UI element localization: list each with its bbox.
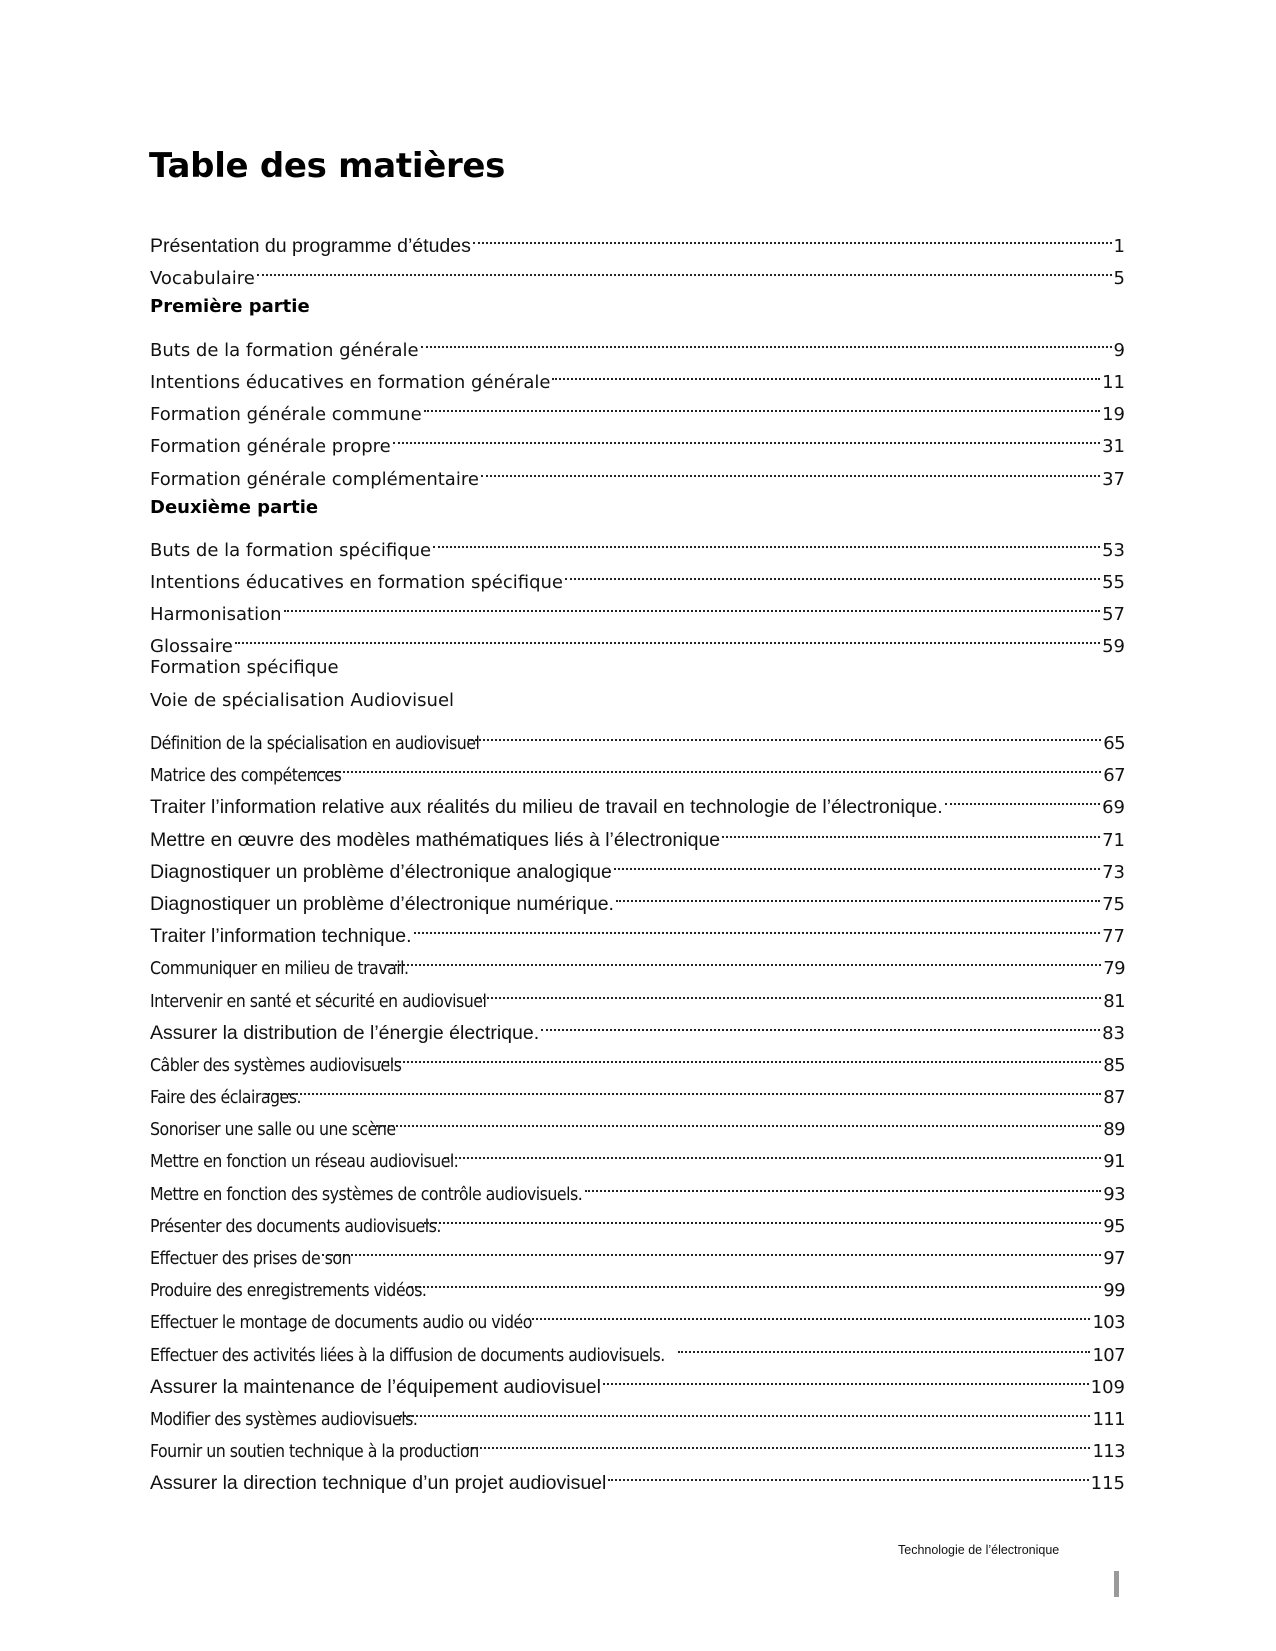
toc-entry-label: Faire des éclairages. — [150, 1087, 301, 1109]
toc-page-number: 83 — [1102, 1022, 1125, 1044]
dot-leader — [373, 1103, 1102, 1135]
toc-page-number: 85 — [1103, 1054, 1125, 1076]
dot-leader — [444, 1135, 1101, 1167]
toc-entry[interactable] — [150, 717, 1125, 754]
toc-entry-label: Buts de la formation générale — [150, 339, 419, 361]
toc-page-number: 109 — [1090, 1376, 1125, 1398]
toc-page-number: 111 — [1092, 1408, 1125, 1430]
toc-entry-label: Produire des enregistrements vidéos. — [150, 1280, 427, 1302]
toc-entry-vocabulaire[interactable] — [150, 252, 1125, 290]
toc-entry-label: Effectuer des activités liées à la diffusion de documents audiovisuels. — [150, 1344, 665, 1366]
toc-entry-label: Traiter l’information relative aux réalités du milieu de travail en technologie de l’électronique. — [150, 796, 943, 819]
toc-entry-label: Effectuer des prises de son — [150, 1248, 352, 1269]
toc-page-number: 71 — [1102, 829, 1125, 851]
toc-page-number: 89 — [1103, 1119, 1125, 1141]
toc-entry-label: Diagnostiquer un problème d’électronique numérique. — [150, 892, 614, 915]
toc-entry-label: Intentions éducatives en formation spécifique — [150, 572, 563, 594]
toc-entry-label: Intervenir en santé et sécurité en audiovisuel — [150, 990, 487, 1012]
toc-entry-label: Diagnostiquer un problème d’électronique analogique — [150, 860, 612, 883]
toc-page-number: 115 — [1090, 1473, 1125, 1495]
dot-leader — [481, 452, 1100, 484]
toc-page-number: 95 — [1103, 1215, 1125, 1237]
dot-leader — [585, 1167, 1102, 1199]
dot-leader — [414, 910, 1101, 942]
toc-page-number: 77 — [1102, 926, 1125, 948]
footer-page-marker — [1114, 1571, 1119, 1597]
toc-page-number: 73 — [1102, 861, 1125, 883]
dot-leader — [433, 524, 1100, 556]
footer-document-title: Technologie de l’électronique — [898, 1543, 1060, 1557]
toc-entry[interactable] — [150, 620, 1125, 658]
toc-entry-presentation[interactable] — [150, 220, 1125, 258]
toc-page-number: 37 — [1102, 468, 1125, 490]
toc-entry-label: Matrice des compétences — [150, 765, 342, 787]
toc-entry[interactable] — [150, 524, 1125, 561]
dot-leader — [945, 781, 1100, 813]
dot-leader — [552, 356, 1100, 388]
dot-leader — [408, 1264, 1102, 1296]
toc-entry-label: Fournir un soutien technique à la production — [150, 1441, 479, 1463]
dot-leader — [678, 1328, 1090, 1360]
toc-page-number: 99 — [1103, 1280, 1125, 1302]
dot-leader — [265, 1071, 1101, 1103]
toc-page-number: 11 — [1102, 371, 1125, 393]
dot-leader — [722, 813, 1100, 845]
toc-page-number: 67 — [1103, 765, 1125, 787]
dot-leader — [421, 324, 1112, 356]
subheading-voie-audiovisuel: Voie de spécialisation Audiovisuel — [150, 689, 455, 711]
toc-entry-label: Présenter des documents audiovisuels. — [150, 1215, 441, 1237]
dot-leader — [284, 588, 1101, 620]
dot-leader — [541, 1007, 1100, 1039]
dot-leader — [235, 620, 1100, 652]
toc-page-number: 9 — [1113, 339, 1125, 361]
toc-page-number: 53 — [1102, 539, 1125, 561]
toc-page-number: 107 — [1092, 1344, 1125, 1366]
table-of-contents — [150, 220, 1125, 1495]
section-heading-part-1: Première partie — [150, 296, 310, 318]
dot-leader — [468, 717, 1102, 749]
toc-entry[interactable] — [150, 588, 1125, 626]
toc-page-number: 5 — [1113, 268, 1125, 290]
section-heading-part-2: Deuxième partie — [150, 496, 319, 518]
toc-entry-label: Buts de la formation spécifique — [150, 539, 432, 561]
dot-leader — [608, 1457, 1088, 1489]
toc-entry-label: Mettre en fonction des systèmes de contrôle audiovisuels. — [150, 1183, 583, 1205]
toc-page-number: 55 — [1102, 572, 1125, 594]
subheading-formation-specifique: Formation spécifique — [150, 657, 339, 679]
toc-page-number: 113 — [1092, 1441, 1125, 1463]
dot-leader — [476, 974, 1102, 1006]
dot-leader — [528, 1296, 1091, 1328]
dot-leader — [424, 388, 1100, 420]
toc-page-number: 93 — [1103, 1183, 1125, 1205]
toc-page-number: 19 — [1102, 404, 1125, 426]
toc-entry-label: Glossaire — [150, 636, 233, 658]
toc-entry[interactable] — [150, 324, 1125, 361]
dot-leader — [467, 1425, 1090, 1457]
toc-page-number: 79 — [1103, 958, 1125, 980]
toc-entry-label: Effectuer le montage de documents audio ou vidéo — [150, 1312, 532, 1334]
dot-leader — [473, 220, 1112, 252]
toc-page-number: 31 — [1102, 436, 1125, 458]
toc-entry-label: Assurer la direction technique d’un projet audiovisuel — [150, 1472, 607, 1495]
toc-entry-label: Assurer la distribution de l’énergie électrique. — [150, 1021, 540, 1044]
toc-entry-label: Vocabulaire — [150, 268, 255, 290]
toc-page-number: 91 — [1103, 1151, 1125, 1173]
toc-page-number: 75 — [1102, 893, 1125, 915]
toc-entry-label: Assurer la maintenance de l’équipement audiovisuel — [150, 1375, 601, 1398]
dot-leader — [393, 420, 1100, 452]
toc-page-number: 57 — [1102, 604, 1125, 626]
toc-entry-label: Présentation du programme d’études — [150, 235, 471, 258]
dot-leader — [565, 556, 1100, 588]
dot-leader — [397, 1393, 1090, 1425]
dot-leader — [616, 878, 1100, 910]
page-title: Table des matières — [149, 146, 506, 186]
toc-page-number: 1 — [1113, 236, 1125, 258]
dot-leader — [322, 1232, 1101, 1264]
toc-page-number: 65 — [1103, 733, 1125, 754]
dot-leader — [311, 749, 1101, 781]
toc-entry-label: Définition de la spécialisation en audiovisuel — [150, 733, 480, 754]
toc-entry-label: Sonoriser une salle ou une scène — [150, 1119, 396, 1141]
toc-entry-label: Communiquer en milieu de travail. — [150, 958, 409, 980]
dot-leader — [387, 942, 1101, 974]
toc-entry[interactable] — [150, 1071, 1125, 1109]
toc-page-number: 81 — [1103, 990, 1125, 1012]
toc-entry-label: Formation générale commune — [150, 404, 422, 426]
dot-leader — [614, 846, 1100, 878]
dot-leader — [379, 1039, 1101, 1071]
toc-entry-label: Mettre en œuvre des modèles mathématiques liés à l’électronique — [150, 828, 721, 851]
toc-entry-label: Câbler des systèmes audiovisuels — [150, 1054, 402, 1076]
toc-entry-label: Intentions éducatives en formation générale — [150, 371, 551, 393]
toc-page-number: 69 — [1102, 797, 1125, 819]
toc-entry-label: Formation générale complémentaire — [150, 468, 479, 490]
toc-entry-label: Modifier des systèmes audiovisuels. — [150, 1408, 418, 1430]
dot-leader — [424, 1200, 1101, 1232]
dot-leader — [603, 1361, 1089, 1393]
toc-entry-label: Mettre en fonction un réseau audiovisuel. — [150, 1151, 459, 1173]
dot-leader — [257, 252, 1112, 284]
toc-page-number: 59 — [1102, 636, 1125, 658]
toc-entry-label: Formation générale propre — [150, 436, 391, 458]
toc-page-number: 103 — [1092, 1312, 1125, 1334]
toc-entry-label: Harmonisation — [150, 604, 282, 626]
toc-page-number: 97 — [1103, 1248, 1125, 1269]
toc-page-number: 87 — [1103, 1087, 1125, 1109]
toc-entry-label: Traiter l’information technique. — [150, 925, 412, 948]
